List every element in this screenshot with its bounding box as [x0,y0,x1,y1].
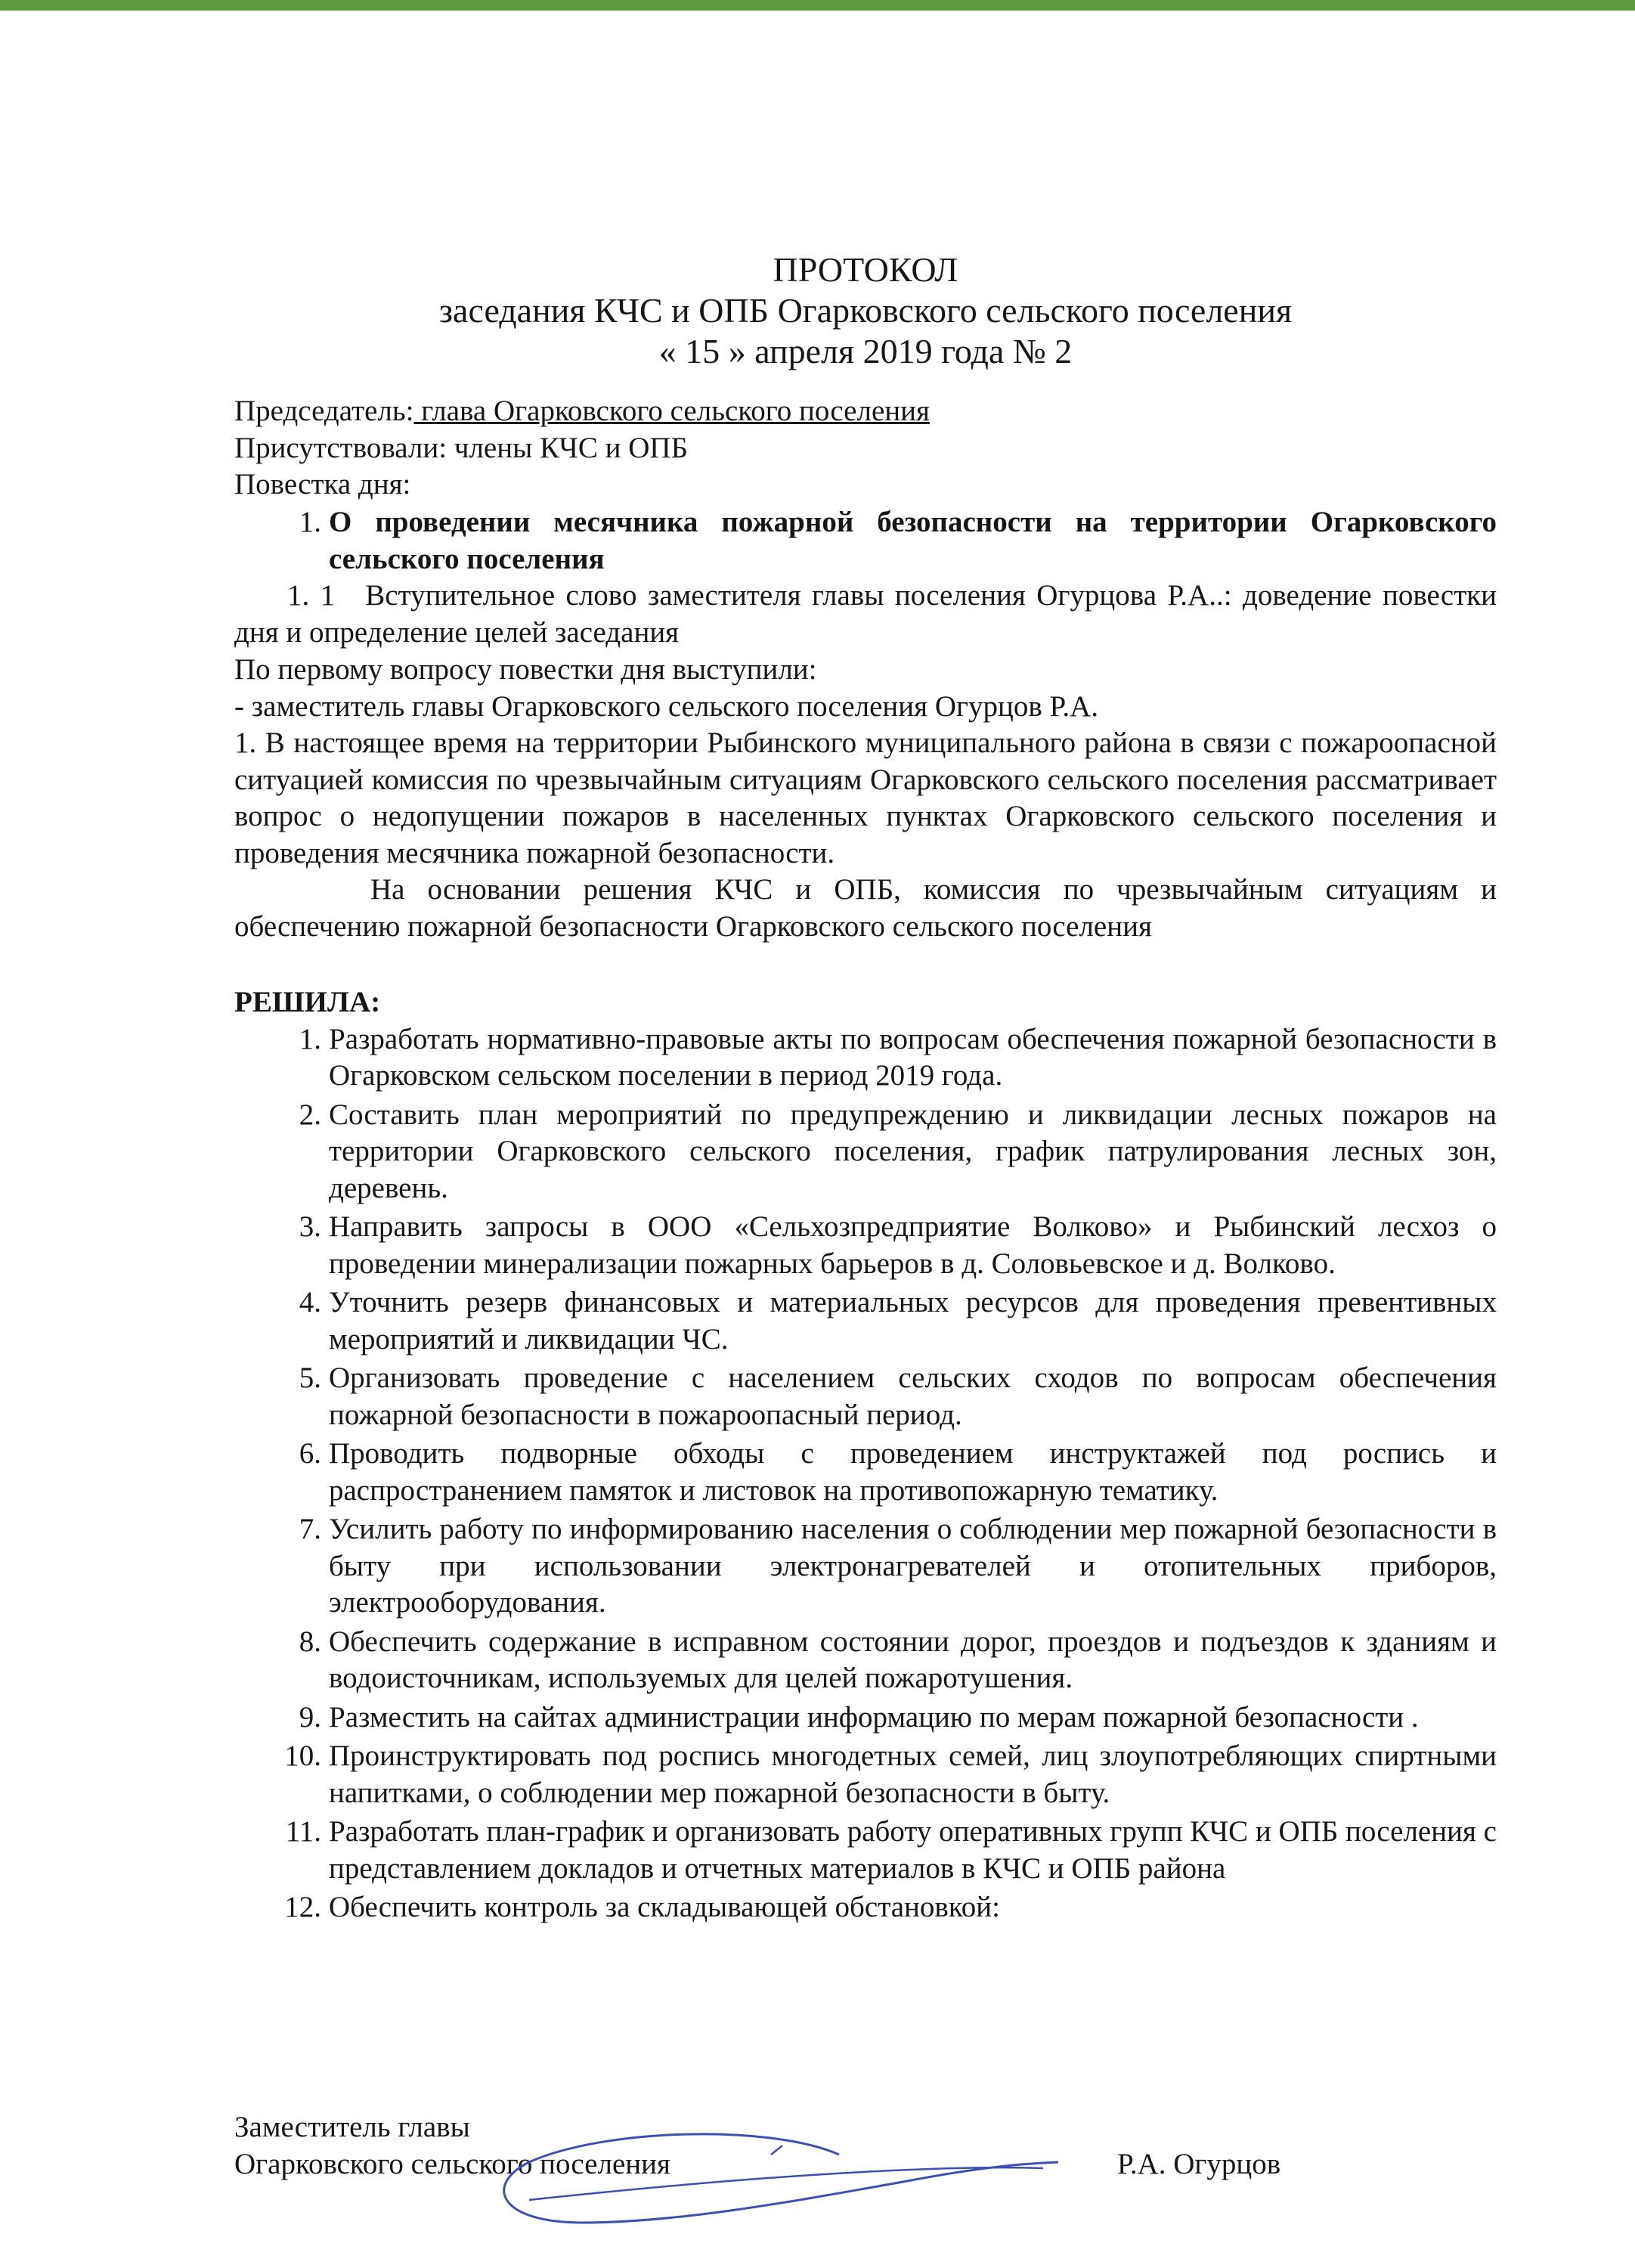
agenda-item-text: О проведении месячника пожарной безопасности на территории Огарковского сельского поселения [329,506,1497,575]
signature-name: Р.А. Огурцов [1117,2147,1281,2180]
basis-paragraph: На основании решения КЧС и ОПБ, комиссия по чрезвычайным ситуациям и обеспечению пожарной безопасности Огарковского сельского поселения [234,873,1497,943]
decision-item-text: Обеспечить контроль за складывающей обстановкой: [329,1891,1000,1923]
decision-item-number: 6. [299,1437,321,1470]
decision-item-number: 8. [299,1625,321,1658]
decision-item [234,1699,1497,1737]
decision-item-number: 11. [285,1815,321,1848]
decision-item-number: 10. [284,1740,321,1772]
agenda-label: Повестка дня: [234,468,411,500]
decision-item-number: 9. [299,1700,321,1734]
decision-item [234,1624,1497,1697]
document-subtitle: заседания КЧС и ОПБ Огарковского сельского поселения [438,291,1293,330]
decision-item [234,1436,1497,1509]
document-header [234,249,1497,372]
decision-item [234,1738,1497,1811]
decision-item [234,1360,1497,1433]
agenda-subitem-text: Вступительное слово заместителя главы поселения Огурцова Р.А..: доведение повестки дня и определение целей заседания [234,579,1497,649]
decision-item-text: Обеспечить содержание в исправном состоянии дорог, проездов и подъездов к зданиям и водоисточникам, используемых для целей пожаротушения. [329,1625,1497,1694]
document-date: « 15 » апреля 2019 года № 2 [658,332,1073,370]
decision-item-text: Организовать проведение с населением сельских сходов по вопросам обеспечения пожарной безопасности в пожароопасный период. [329,1362,1497,1431]
speech-paragraph: 1. В настоящее время на территории Рыбинского муниципального района в связи с пожароопасной ситуацией комиссия по чрезвычайным ситуациям Огарковского сельского поселения рассматривает вопрос о недопущении пожаров в населенных пунктах Огарковского сельского поселения и проведения месячника пожарной безопасности. [234,727,1497,869]
decision-item-number: 1. [299,1022,321,1055]
speakers-block [234,652,1497,945]
decision-list [234,1021,1497,1926]
agenda-item [234,504,1497,578]
handwritten-signature [484,2109,1088,2238]
document-page [234,0,1497,2268]
decision-item-text: Разместить на сайтах администрации информацию по мерам пожарной безопасности . [329,1700,1419,1734]
present-line: Присутствовали: члены КЧС и ОПБ [234,431,688,464]
decision-item-number: 7. [299,1513,321,1545]
decision-item-text: Составить план мероприятий по предупреждению и ликвидации лесных пожаров на территории Огарковского сельского поселения, график патрулирования лесных зон, деревень. [329,1098,1497,1204]
decision-item-text: Разработать нормативно-правовые акты по вопросам обеспечения пожарной безопасности в Огарковском сельском поселении в период 2019 года. [329,1022,1497,1092]
decision-item [234,1511,1497,1622]
decision-item-text: Разработать план-график и организовать работу оперативных групп КЧС и ОПБ поселения с представлением докладов и отчетных материалов в КЧС и ОПБ района [329,1815,1497,1885]
decision-item-text: Проинструктировать под роспись многодетных семей, лиц злоупотребляющих спиртными напитками, о соблюдении мер пожарной безопасности в быту. [329,1740,1497,1809]
agenda-subitem [234,578,1497,651]
decision-item [234,1097,1497,1207]
decision-item [234,1814,1497,1887]
agenda-block [234,504,1497,651]
chair-label: Председатель: [234,395,414,427]
decision-item [234,1021,1497,1095]
decision-label: РЕШИЛА: [234,986,381,1018]
decision-item-text: Проводить подворные обходы с проведением инструктажей под роспись и распространением памяток и листовок на противопожарную тематику. [329,1437,1497,1507]
decision-item-number: 2. [299,1098,321,1131]
decision-item-text: Уточнить резерв финансовых и материальных ресурсов для проведения превентивных мероприятий и ликвидации ЧС. [329,1286,1497,1356]
decision-item-number: 4. [299,1286,321,1318]
chair-value: глава Огарковского сельского поселения [413,395,930,427]
decision-item-text: Направить запросы в ООО «Сельхозпредприятие Волково» и Рыбинский лесхоз о проведении минерализации пожарных барьеров в д. Соловьевское и д. Волково. [329,1210,1497,1280]
document-title: ПРОТОКОЛ [773,250,958,289]
decision-item-number: 5. [299,1362,321,1394]
decision-item-number: 12. [284,1891,321,1923]
signature-position-1: Заместитель главы [234,2111,470,2143]
decision-item-text: Усилить работу по информированию населения о соблюдении мер пожарной безопасности в быту при использовании электронагревателей и отопительных приборов, электрооборудования. [329,1513,1497,1619]
decision-item-number: 3. [299,1210,321,1243]
decision-item [234,1889,1497,1926]
decision-item [234,1209,1497,1282]
agenda-item-number: 1. [299,506,321,538]
chair-line [234,393,1497,430]
decision-item [234,1284,1497,1358]
agenda-subitem-number: 1. 1 [287,579,336,612]
signature-position-2: Огарковского сельского поселения [234,2147,670,2180]
speakers-intro: По первому вопросу повестки дня выступили: [234,653,817,686]
decision-block [234,984,1497,1929]
speaker-line: - заместитель главы Огарковского сельского поселения Огурцов Р.А. [234,689,1099,723]
meta-block [234,393,1497,503]
